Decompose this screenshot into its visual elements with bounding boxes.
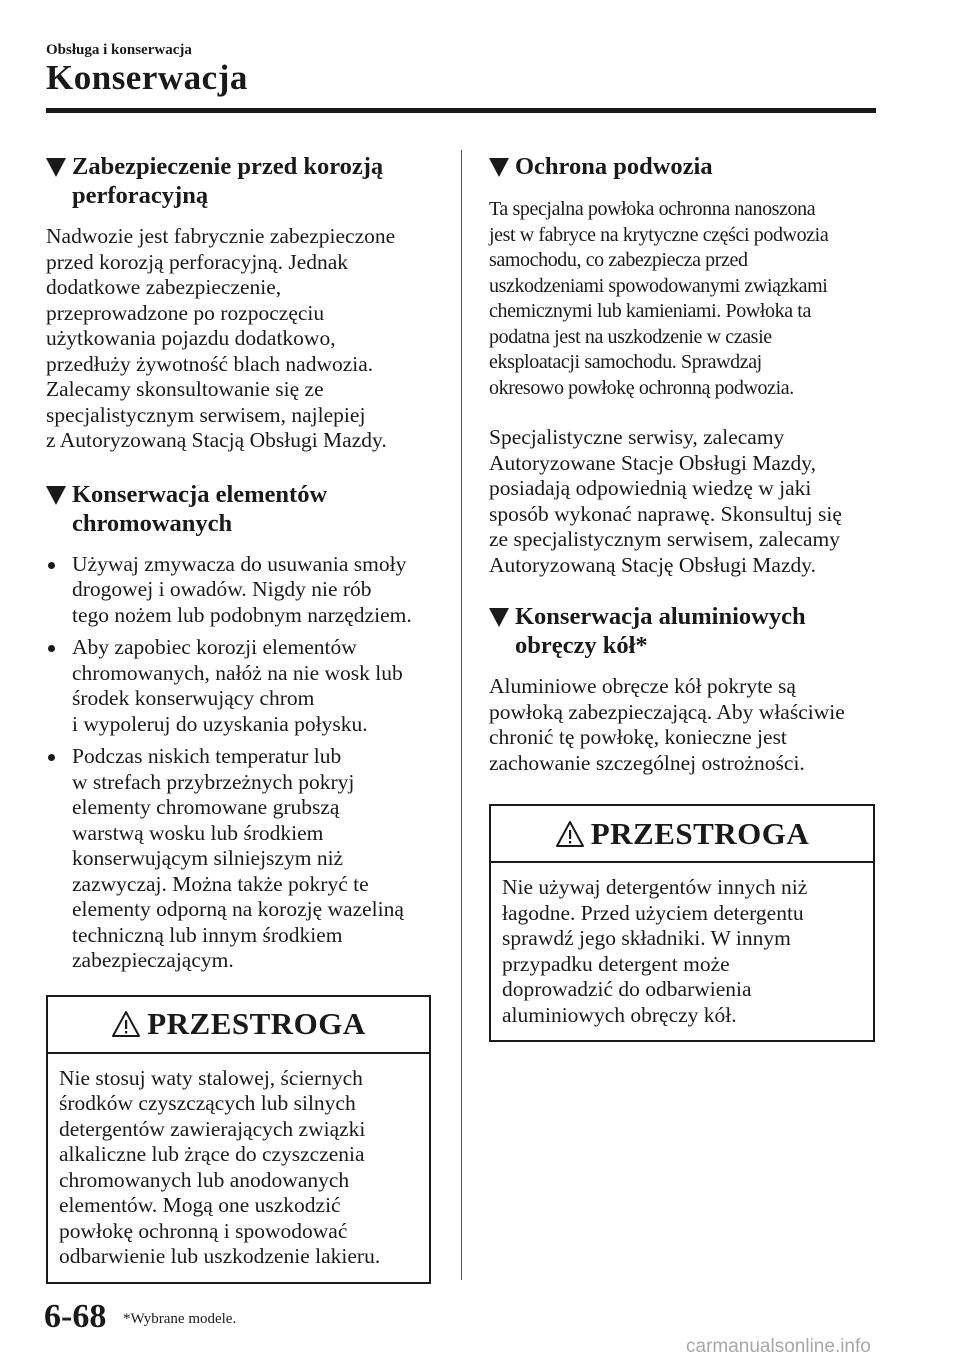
column-divider	[461, 150, 462, 1280]
heading-underbody	[489, 152, 875, 181]
paragraph-underbody: Ta specjalna powłoka ochronna nanoszona jest w fabryce na krytyczne części podwozia samochodu, co zabezpiecza przed uszkodzeniami spowodowanymi związkami chemicznymi lub kamieniami. Powłoka ta podatna jest na uszkodzenie w czasie eksploatacji samochodu. Sprawdzaj okresowo powłokę ochronną podwozia.	[489, 198, 829, 399]
paragraph-aluminium-wheels: Aluminiowe obręcze kół pokryte są powłoką zabezpieczającą. Aby właściwie chronić tę powłokę, konieczne jest zachowanie szczególnej ostrożności.	[489, 674, 845, 775]
bullet-icon	[46, 635, 72, 737]
triangle-down-icon	[46, 158, 66, 177]
list-item: Używaj zmywacza do usuwania smoły drogowej i owadów. Nigdy nie rób tego nożem lub podobnym narzędziem.	[46, 552, 431, 629]
list-item: Aby zapobiec korozji elementów chromowanych, nałóż na nie wosk lub środek konserwujący chrom i wypoleruj do uzyskania połysku.	[46, 635, 431, 737]
watermark: carmanualsonline.info	[686, 1336, 871, 1357]
heading-aluminium-wheels	[489, 602, 875, 660]
heading-text: Zabezpieczenie przed korozją perforacyjną	[72, 153, 384, 209]
page-title: Konserwacja	[46, 58, 248, 97]
title-rule	[46, 108, 876, 113]
triangle-down-icon	[46, 486, 66, 505]
heading-chrome	[46, 480, 431, 538]
left-column	[46, 152, 431, 1284]
page-section-label: Obsługa i konserwacja	[46, 42, 192, 58]
footnote: *Wybrane modele.	[123, 1311, 237, 1327]
caution-header	[48, 997, 429, 1054]
caution-box-wheels	[489, 804, 875, 1042]
warning-triangle-icon	[555, 820, 585, 848]
heading-text: Konserwacja elementów chromowanych	[72, 480, 328, 537]
caution-text: Nie używaj detergentów innych niż łagodne. Przed użyciem detergentu sprawdź jego składniki. W innym przypadku detergent może doprowadzić do odbarwienia aluminiowych obręczy kół.	[502, 875, 808, 1027]
list-item: Podczas niskich temperatur lub w strefach przybrzeżnych pokryj elementy chromowane grubszą warstwą wosku lub środkiem konserwującym silniejszym niż zazwyczaj. Można także pokryć te elementy odporną na korozję wazeliną techniczną lub innym środkiem zabezpieczającym.	[46, 744, 431, 974]
right-column	[489, 152, 875, 1042]
chrome-bullet-list	[46, 552, 431, 974]
heading-text: Konserwacja aluminiowych obręczy kół*	[515, 603, 806, 659]
triangle-down-icon	[489, 608, 509, 627]
bullet-icon	[46, 744, 72, 974]
page-number: 6-68	[44, 1298, 107, 1335]
caution-text: Nie stosuj waty stalowej, ściernych środków czyszczących lub silnych detergentów zawierających związki alkaliczne lub żrące do czyszczenia chromowanych lub anodowanych elementów. Mogą one uszkodzić powłokę ochronną i spowodować odbarwienie lub uszkodzenie lakieru.	[59, 1065, 381, 1268]
triangle-down-icon	[489, 158, 509, 177]
heading-text: Ochrona podwozia	[515, 153, 713, 180]
paragraph-corrosion: Nadwozie jest fabrycznie zabezpieczone przed korozją perforacyjną. Jednak dodatkowe zabezpieczenie, przeprowadzone po rozpoczęciu użytkowania pojazdu dodatkowo, przedłuży żywotność blach nadwozia. Zalecamy skonsultowanie się ze specjalistycznym serwisem, najlepiej z Autoryzowaną Stacją Obsługi Mazdy.	[46, 224, 396, 452]
caution-title: PRZESTROGA	[590, 815, 810, 851]
caution-title: PRZESTROGA	[147, 1006, 366, 1041]
heading-corrosion	[46, 152, 431, 210]
caution-header	[491, 806, 873, 863]
paragraph-service: Specjalistyczne serwisy, zalecamy Autoryzowane Stacje Obsługi Mazdy, posiadają odpowiednią wiedzę w jaki sposób wykonać naprawę. Skonsultuj się ze specjalistycznym serwisem, zalecamy Autoryzowaną Stację Obsługi Mazdy.	[489, 425, 842, 577]
warning-triangle-icon	[111, 1010, 141, 1038]
caution-box-chrome	[46, 995, 431, 1284]
bullet-icon	[46, 552, 72, 629]
